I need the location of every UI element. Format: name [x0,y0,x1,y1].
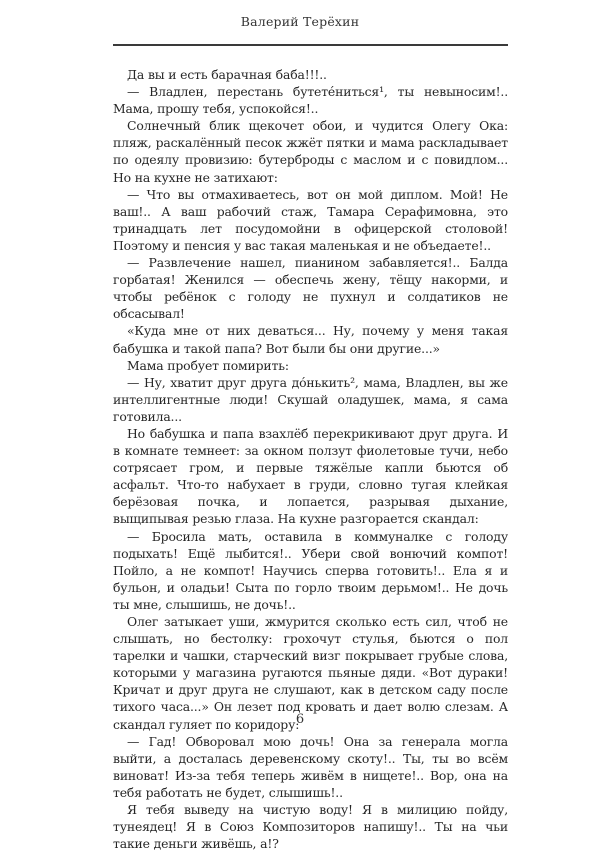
paragraph: Но бабушка и папа взахлёб перекрикивают друг друга. И в комнате темнеет: за окном ползут фиолетовые тучи, небо сотрясает гром, и первые тяжёлые капли бьются об асфальт. Что-то набухает в груди, словно тугая клейкая берёзовая почка, и лопается, разрывая дыхание, выщипывая резью глаза. На кухне разгорается скандал: [113,425,508,527]
paragraph: — Ну, хватит друг друга дóнькить², мама, Владлен, вы же интеллигентные люди! Скушай оладушек, мама, я сама готовила... [113,374,508,424]
paragraph: — Бросила мать, оставила в коммуналке с голоду подыхать! Ещё лыбится!.. Убери свой вонючий компот! Пойло, а не компот! Научись сперва готовить!.. Ела я и бульон, и оладьи! Сыта по горло твоим дерьмом!.. Не дочь ты мне, слышишь, не дочь!.. [113,528,508,612]
page-number: 6 [295,712,305,727]
paragraph: Мама пробует помирить: [127,357,289,373]
paragraph: Да вы и есть барачная баба!!!.. [127,67,327,82]
paragraph: «Куда мне от них деваться... Ну, почему у меня такая бабушка и такой папа? Вот были бы они другие...» [113,323,508,356]
paragraph: — Развлечение нашел, пианином забавляется!.. Балда горбатая! Женился — обеспечь жену, тёщу накорми, и чтобы ребёнок с голоду не пухнул и солдатиков не обсасывал! [113,255,508,322]
paragraph: Олег затыкает уши, жмурится сколько есть сил, чтоб не слышать, но бестолку: грохочут стулья, бьются о пол тарелки и чашки, старческий визг покрывает грубые слова, которыми у магазина ругаются пьяные дяди. «Вот дураки! Кричат и друг друга не слушают, как в детском саду после тихого часа...» Он лезет под кровать и дает волю слезам. А скандал гуляет по коридору: [113,614,508,732]
paragraph: — Гад! Обворовал мою дочь! Она за генерала могла выйти, а досталась деревенскому скоту!.. Ты, ты во всём виноват! Из-за тебя теперь живём в нищете!.. Вор, она на тебя работать не будет, слышишь!.. [113,733,508,800]
paragraph: — Владлен, перестань бутетéниться¹, ты невыносим!.. Мама, прошу тебя, успокойся!.. [113,84,508,117]
paragraph: — Что вы отмахиваетесь, вот он мой диплом. Мой! Не ваш!.. А ваш рабочий стаж, Тамара Серафимовна, это тринадцать лет посудомойни в офицерской столовой! Поэтому и пенсия у вас такая маленькая и не объедаете!.. [113,186,508,253]
header-rule [113,44,508,46]
body-text [113,66,508,852]
running-header: Валерий Терёхин [240,14,360,29]
paragraph: Я тебя выведу на чистую воду! Я в милицию пойду, тунеядец! Я в Союз Композиторов напишу!.. Ты на чьи такие деньги живёшь, а!? [113,802,508,852]
paragraph: Солнечный блик щекочет обои, и чудится Олегу Ока: пляж, раскалённый песок жжёт пятки и мама раскладывает по одеялу провизию: бутерброды с маслом и с повидлом... Но на кухне не затихают: [113,118,508,185]
